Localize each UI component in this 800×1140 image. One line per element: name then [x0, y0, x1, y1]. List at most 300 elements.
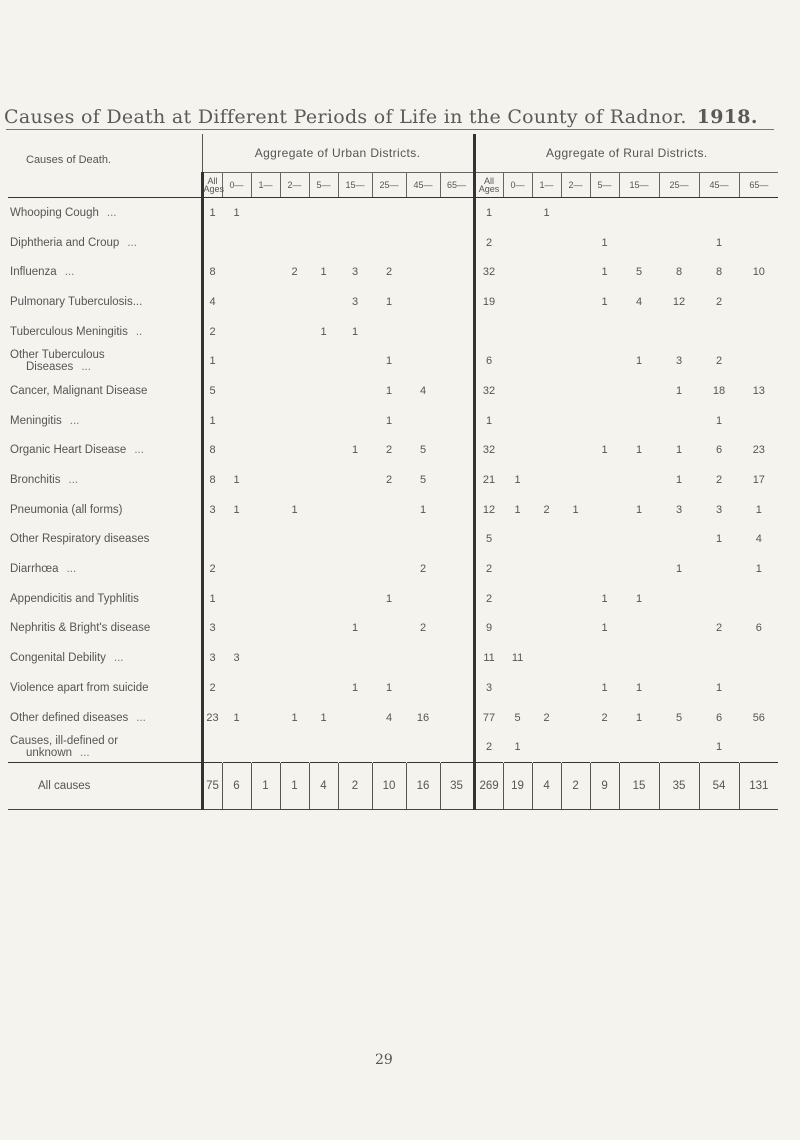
cause-label: [8, 673, 202, 703]
urban-age-cell: 1: [385, 592, 393, 605]
urban-age-cell: [372, 228, 406, 258]
rural-age-cell: 2: [715, 622, 723, 635]
rural-age-cell: [619, 554, 659, 584]
rural-age-cell: [590, 525, 619, 555]
urban-age-cell: [251, 465, 280, 495]
rural-all-ages-cell: 32: [474, 257, 503, 287]
urban-age-cell: [406, 673, 440, 703]
cause-label: [8, 376, 202, 406]
urban-age-header: 5—: [309, 173, 338, 198]
rural-age-cell: 5: [635, 266, 643, 279]
urban-age-cell: [251, 554, 280, 584]
page-title: [4, 106, 758, 128]
table-row: [8, 614, 778, 644]
age-groups-row: [8, 173, 778, 198]
urban-all-ages-cell: 3: [202, 614, 222, 644]
urban-age-cell: 1: [251, 763, 280, 810]
urban-age-cell: [338, 376, 372, 406]
rural-age-cell: [739, 732, 778, 762]
leader-dots: ...: [113, 652, 124, 665]
urban-age-cell: [309, 465, 338, 495]
urban-age-cell: 16: [416, 711, 430, 724]
urban-age-cell: [251, 317, 280, 347]
cause-label: [8, 525, 202, 555]
rural-age-cell: 35: [659, 763, 699, 810]
urban-age-cell: [440, 643, 474, 673]
rural-age-cell: 1: [601, 295, 608, 308]
rural-age-cell: 1: [635, 503, 643, 516]
urban-age-cell: [406, 198, 440, 228]
rural-age-header: 25—: [659, 173, 699, 198]
urban-age-cell: [280, 643, 309, 673]
urban-age-cell: [372, 614, 406, 644]
cause-name: Violence apart from suicide: [10, 681, 149, 694]
urban-age-cell: 5: [419, 444, 427, 457]
title-text: Causes of Death at Different Periods of Life in the County of Radnor.: [4, 106, 687, 128]
cause-name: Appendicitis and Typhlitis: [10, 592, 139, 605]
rural-age-cell: [561, 317, 590, 347]
urban-age-cell: 1: [385, 355, 393, 368]
rural-age-cell: [503, 317, 532, 347]
rural-age-cell: [590, 406, 619, 436]
rural-age-cell: 1: [635, 681, 643, 694]
rural-age-cell: 17: [752, 474, 765, 487]
rural-age-cell: 56: [752, 711, 765, 724]
urban-age-cell: [280, 614, 309, 644]
urban-age-header: 2—: [280, 173, 309, 198]
urban-age-cell: 2: [385, 474, 393, 487]
leader-dots: ..: [135, 325, 143, 338]
rural-age-cell: [503, 287, 532, 317]
rural-all-ages-cell: 6: [474, 346, 503, 376]
urban-age-cell: [338, 525, 372, 555]
rural-age-cell: 13: [752, 384, 765, 397]
rural-age-cell: 1: [635, 592, 643, 605]
rural-age-cell: [532, 406, 561, 436]
rural-age-cell: 1: [601, 236, 608, 249]
urban-age-cell: [222, 732, 251, 762]
rural-age-cell: [561, 198, 590, 228]
rural-age-cell: [590, 554, 619, 584]
rural-age-cell: 1: [514, 503, 521, 516]
urban-age-cell: [440, 406, 474, 436]
rural-age-cell: 2: [601, 711, 608, 724]
rural-age-cell: [659, 643, 699, 673]
rural-age-cell: 1: [715, 681, 723, 694]
cause-name-continued: Diseases: [26, 361, 74, 374]
urban-age-cell: 2: [385, 444, 393, 457]
urban-age-cell: [406, 732, 440, 762]
rural-age-cell: [619, 525, 659, 555]
rural-age-cell: [561, 614, 590, 644]
rural-age-cell: [532, 525, 561, 555]
urban-all-ages-cell: [202, 525, 222, 555]
rural-age-cell: 1: [675, 563, 683, 576]
urban-age-cell: [251, 584, 280, 614]
urban-age-cell: [440, 584, 474, 614]
urban-age-cell: [372, 317, 406, 347]
rural-age-cell: [532, 614, 561, 644]
title-rule: [6, 129, 774, 130]
leader-dots: ...: [64, 266, 75, 279]
rural-age-cell: [590, 495, 619, 525]
urban-age-cell: [251, 436, 280, 466]
urban-age-cell: [440, 732, 474, 762]
urban-age-cell: [338, 584, 372, 614]
urban-age-cell: [309, 198, 338, 228]
urban-age-cell: 1: [351, 444, 359, 457]
rural-all-ages-cell: 1: [474, 198, 503, 228]
table-row: [8, 198, 778, 228]
rural-age-cell: 2: [715, 474, 723, 487]
rural-all-ages-cell: 1: [474, 406, 503, 436]
urban-age-cell: [440, 257, 474, 287]
urban-all-ages-cell: [202, 228, 222, 258]
rural-age-cell: [561, 406, 590, 436]
cause-label: [8, 257, 202, 287]
rural-age-cell: [659, 584, 699, 614]
urban-age-cell: [372, 525, 406, 555]
page-number: 29: [375, 1052, 393, 1068]
urban-age-cell: [338, 406, 372, 436]
urban-age-cell: [251, 643, 280, 673]
table-row: [8, 287, 778, 317]
rural-age-cell: 1: [715, 533, 723, 546]
urban-age-cell: [309, 436, 338, 466]
rural-all-ages-header: All Ages: [474, 173, 503, 198]
rural-age-cell: 23: [752, 444, 765, 457]
rural-all-ages-cell: 12: [474, 495, 503, 525]
urban-all-ages-cell: 2: [202, 317, 222, 347]
urban-age-cell: 2: [419, 622, 427, 635]
urban-age-cell: 5: [419, 474, 427, 487]
urban-age-cell: [251, 287, 280, 317]
rural-all-ages-cell: 77: [474, 703, 503, 733]
urban-age-cell: [440, 228, 474, 258]
urban-age-cell: [372, 554, 406, 584]
urban-age-cell: 2: [338, 763, 372, 810]
rural-age-cell: [532, 643, 561, 673]
urban-age-cell: [280, 673, 309, 703]
table-row: [8, 228, 778, 258]
rural-age-cell: 15: [619, 763, 659, 810]
cause-name: Diphtheria and Croup: [10, 236, 120, 249]
urban-age-cell: [372, 198, 406, 228]
urban-all-ages-cell: 8: [202, 257, 222, 287]
rural-all-ages-cell: 2: [474, 228, 503, 258]
urban-age-cell: 4: [309, 763, 338, 810]
urban-age-cell: 6: [222, 763, 251, 810]
urban-age-cell: [309, 673, 338, 703]
urban-age-cell: [440, 614, 474, 644]
urban-age-cell: [251, 614, 280, 644]
rural-all-ages-cell: 2: [474, 584, 503, 614]
rural-age-cell: 1: [755, 503, 762, 516]
urban-age-cell: [338, 703, 372, 733]
urban-age-cell: [222, 317, 251, 347]
urban-age-cell: [251, 257, 280, 287]
rural-age-cell: [532, 673, 561, 703]
rural-age-cell: [619, 643, 659, 673]
cause-label: [8, 317, 202, 347]
rural-all-ages-cell: 9: [474, 614, 503, 644]
total-label: All causes: [38, 780, 91, 793]
rural-age-cell: 4: [635, 295, 643, 308]
urban-age-cell: [222, 406, 251, 436]
rural-age-cell: [532, 257, 561, 287]
rural-age-header: 65—: [739, 173, 778, 198]
rural-all-ages-cell: 11: [474, 643, 503, 673]
table-row: [8, 406, 778, 436]
urban-all-ages-cell: 75: [202, 763, 222, 810]
rural-age-cell: 1: [543, 206, 550, 219]
rural-age-cell: [699, 554, 739, 584]
rural-all-ages-cell: 19: [474, 287, 503, 317]
urban-age-cell: 3: [351, 295, 359, 308]
rural-age-cell: 2: [715, 295, 723, 308]
rural-age-cell: [699, 198, 739, 228]
rural-age-cell: [532, 732, 561, 762]
rural-age-cell: [619, 376, 659, 406]
rural-age-cell: [659, 525, 699, 555]
urban-age-cell: [440, 317, 474, 347]
rural-age-cell: 10: [752, 266, 765, 279]
urban-age-cell: 1: [351, 622, 359, 635]
leader-dots: ...: [134, 444, 144, 457]
rural-all-ages-cell: 32: [474, 376, 503, 406]
causes-column-header: Causes of Death.: [26, 154, 111, 167]
urban-all-ages-cell: 23: [202, 703, 222, 733]
urban-age-cell: [280, 732, 309, 762]
rural-age-cell: 6: [755, 622, 762, 635]
cause-label: [8, 465, 202, 495]
table-row: [8, 376, 778, 406]
rural-age-cell: [503, 257, 532, 287]
urban-all-ages-cell: 1: [202, 198, 222, 228]
urban-age-cell: 1: [385, 384, 393, 397]
urban-age-cell: 1: [233, 474, 240, 487]
rural-age-cell: [619, 198, 659, 228]
urban-age-cell: 1: [419, 503, 427, 516]
urban-age-cell: [251, 376, 280, 406]
urban-age-cell: [280, 554, 309, 584]
urban-age-cell: [440, 287, 474, 317]
urban-age-cell: [280, 228, 309, 258]
table-row: [8, 584, 778, 614]
urban-age-cell: 1: [385, 414, 393, 427]
table-body: [8, 198, 778, 810]
urban-age-cell: [280, 287, 309, 317]
urban-age-cell: 16: [406, 763, 440, 810]
urban-age-header: 1—: [251, 173, 280, 198]
rural-age-cell: [561, 554, 590, 584]
rural-age-cell: [503, 554, 532, 584]
urban-age-cell: [222, 346, 251, 376]
rural-age-cell: 2: [543, 711, 550, 724]
rural-all-ages-cell: 5: [474, 525, 503, 555]
urban-age-cell: [440, 495, 474, 525]
rural-age-cell: [561, 584, 590, 614]
urban-age-cell: [440, 703, 474, 733]
rural-age-cell: [699, 584, 739, 614]
cause-label: [8, 287, 202, 317]
rural-age-cell: 1: [715, 414, 723, 427]
urban-age-cell: [251, 198, 280, 228]
urban-age-cell: [309, 554, 338, 584]
rural-age-cell: 4: [755, 533, 762, 546]
urban-age-cell: [406, 406, 440, 436]
urban-age-cell: 35: [440, 763, 474, 810]
urban-age-cell: 1: [320, 325, 327, 338]
table-row: [8, 525, 778, 555]
urban-group-header: Aggregate of Urban Districts.: [202, 134, 474, 173]
urban-age-cell: [222, 436, 251, 466]
rural-age-header: 45—: [699, 173, 739, 198]
urban-age-header: 65—: [440, 173, 474, 198]
urban-all-ages-cell: 3: [202, 495, 222, 525]
leader-dots: ...: [136, 711, 146, 724]
urban-age-cell: 2: [419, 563, 427, 576]
rural-age-cell: [532, 228, 561, 258]
rural-age-cell: [590, 643, 619, 673]
rural-age-cell: 18: [712, 384, 726, 397]
urban-age-cell: [440, 554, 474, 584]
rural-age-cell: [561, 732, 590, 762]
urban-age-cell: 1: [320, 266, 327, 279]
urban-all-ages-cell: 1: [202, 406, 222, 436]
urban-age-cell: [440, 673, 474, 703]
urban-age-cell: [372, 643, 406, 673]
rural-age-cell: [561, 228, 590, 258]
urban-age-cell: [309, 287, 338, 317]
rural-age-cell: 54: [699, 763, 739, 810]
urban-age-cell: [251, 228, 280, 258]
urban-all-ages-header: All Ages: [202, 173, 222, 198]
rural-age-cell: [619, 228, 659, 258]
rural-age-cell: [561, 257, 590, 287]
cause-label: [8, 436, 202, 466]
rural-age-cell: 8: [675, 266, 683, 279]
table-row: [8, 436, 778, 466]
leader-dots: ...: [66, 563, 77, 576]
rural-age-cell: [619, 406, 659, 436]
urban-age-cell: [251, 732, 280, 762]
urban-age-cell: [338, 495, 372, 525]
urban-all-ages-cell: 5: [202, 376, 222, 406]
urban-age-cell: 1: [291, 503, 298, 516]
urban-age-cell: [338, 198, 372, 228]
rural-age-header: 5—: [590, 173, 619, 198]
urban-all-ages-cell: [202, 732, 222, 762]
urban-age-cell: [251, 525, 280, 555]
rural-age-cell: [659, 198, 699, 228]
urban-all-ages-cell: 1: [202, 346, 222, 376]
urban-age-cell: [338, 643, 372, 673]
rural-age-header: 2—: [561, 173, 590, 198]
urban-all-ages-cell: 8: [202, 436, 222, 466]
rural-age-cell: 1: [601, 681, 608, 694]
rural-age-cell: [590, 376, 619, 406]
urban-age-cell: [222, 228, 251, 258]
cause-name: Whooping Cough: [10, 206, 99, 219]
urban-age-cell: [440, 198, 474, 228]
rural-age-cell: [503, 346, 532, 376]
rural-age-cell: 3: [675, 503, 683, 516]
rural-age-cell: [699, 317, 739, 347]
urban-age-cell: [338, 465, 372, 495]
cause-name: Bronchitis: [10, 474, 61, 487]
rural-age-cell: 11: [511, 652, 524, 665]
rural-age-cell: [619, 732, 659, 762]
cause-name: Cancer, Malignant Disease: [10, 384, 148, 397]
urban-age-cell: [222, 614, 251, 644]
rural-age-cell: 1: [635, 711, 643, 724]
urban-age-cell: 1: [280, 763, 309, 810]
rural-age-cell: [590, 732, 619, 762]
urban-age-cell: 1: [291, 711, 298, 724]
rural-age-cell: [561, 436, 590, 466]
cause-label: [8, 406, 202, 436]
causes-of-death-table: [8, 134, 778, 810]
cause-name: Congenital Debility: [10, 652, 106, 665]
rural-age-cell: 1: [755, 563, 762, 576]
rural-age-header: 1—: [532, 173, 561, 198]
urban-age-cell: 1: [320, 711, 327, 724]
urban-age-cell: [222, 376, 251, 406]
rural-age-cell: [561, 643, 590, 673]
rural-age-cell: [590, 465, 619, 495]
cause-name: Nephritis & Bright's disease: [10, 622, 151, 635]
urban-age-cell: [280, 376, 309, 406]
rural-age-cell: 1: [675, 474, 683, 487]
rural-age-cell: 1: [601, 622, 608, 635]
rural-age-cell: [739, 406, 778, 436]
urban-age-cell: [338, 346, 372, 376]
leader-dots: ...: [69, 414, 80, 427]
urban-age-cell: [406, 643, 440, 673]
cause-label: [8, 732, 202, 762]
rural-age-cell: 1: [514, 474, 521, 487]
rural-age-header: 0—: [503, 173, 532, 198]
cause-name: Pulmonary Tuberculosis...: [10, 295, 143, 308]
urban-age-cell: [251, 495, 280, 525]
table-row: [8, 317, 778, 347]
rural-age-cell: 3: [675, 355, 683, 368]
rural-age-cell: [503, 228, 532, 258]
causes-of-death-table-wrap: [8, 134, 778, 810]
urban-age-cell: [251, 673, 280, 703]
urban-age-cell: [251, 346, 280, 376]
table-row: [8, 703, 778, 733]
urban-age-cell: [440, 346, 474, 376]
urban-age-cell: [372, 495, 406, 525]
cause-label: [8, 703, 202, 733]
rural-age-cell: [503, 525, 532, 555]
rural-age-cell: [532, 584, 561, 614]
urban-all-ages-cell: 2: [202, 554, 222, 584]
urban-age-header: 0—: [222, 173, 251, 198]
rural-age-cell: 6: [715, 444, 723, 457]
urban-age-cell: [440, 525, 474, 555]
cause-name: Other Respiratory diseases: [10, 533, 150, 546]
table-row: [8, 346, 778, 376]
leader-dots: ...: [127, 236, 137, 249]
urban-age-cell: [222, 584, 251, 614]
urban-age-cell: [309, 584, 338, 614]
urban-all-ages-cell: 3: [202, 643, 222, 673]
urban-age-cell: [280, 406, 309, 436]
urban-age-cell: [309, 406, 338, 436]
